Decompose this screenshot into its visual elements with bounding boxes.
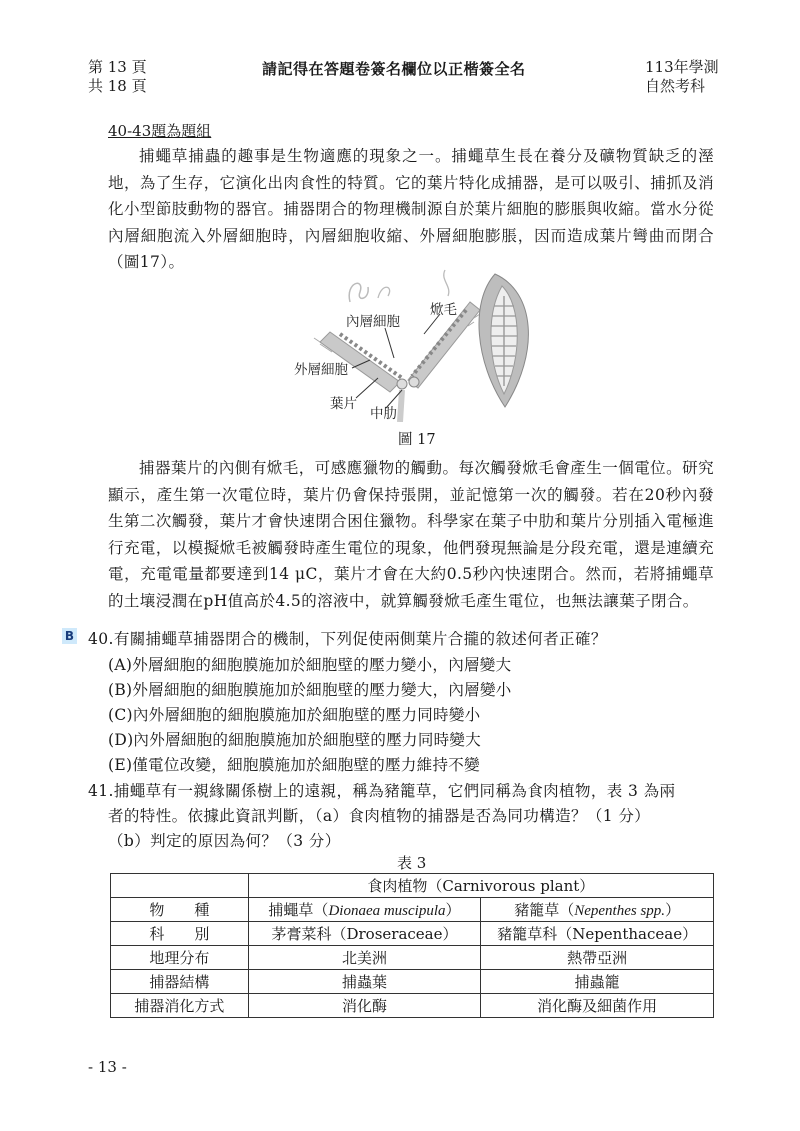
label-outer-cell: 外層細胞: [294, 362, 348, 378]
row-label: 物 種: [111, 898, 249, 922]
question-group-title: 40-43題為題組: [108, 122, 212, 140]
table-caption: 表 3: [397, 854, 427, 872]
cell-text: 豬籠草（: [514, 901, 575, 919]
cell-text: ）: [665, 901, 681, 919]
table-cell: 北美洲: [248, 946, 481, 970]
question-41-line3: （b）判定的原因為何？（3 分）: [108, 832, 341, 850]
cell-flytrap-species: [248, 898, 481, 922]
table-row: [111, 970, 714, 994]
table-corner-cell: [111, 874, 249, 898]
label-inner-cell: 內層細胞: [346, 314, 400, 330]
table-cell: 豬籠草科（Nepenthaceae）: [481, 922, 714, 946]
exam-subject-label: 自然考科: [645, 77, 706, 95]
cell-text: 捕蠅草（: [268, 901, 329, 919]
option-a: (A)外層細胞的細胞膜施加於細胞壁的壓力變小，內層變大: [108, 656, 512, 674]
question-41-line2: 者的特性。依據此資訊判斷，（a）食肉植物的捕器是否為同功構造？（1 分）: [108, 807, 651, 825]
exam-header: [645, 58, 719, 96]
intro-paragraph: 捕蠅草捕蟲的趣事是生物適應的現象之一。捕蠅草生長在養分及礦物質缺乏的溼地，為了生存，它演化出肉食性的特質。它的葉片特化成捕器，是可以吸引、捕抓及消化小型節肢動物的器官。捕器閉合的物理機制源自於葉片細胞的膨脹與收縮。當水分從內層細胞流入外層細胞時，內層細胞收縮、外層細胞膨脹，因而造成葉片彎曲而閉合（圖17）。: [108, 147, 714, 271]
table-cell: 消化酶: [248, 994, 481, 1018]
table-cell: 捕蟲籠: [481, 970, 714, 994]
question-41-line1: 41.捕蠅草有一親緣關係樹上的遠親，稱為豬籠草，它們同稱為食肉植物，表 3 為兩: [88, 782, 676, 800]
option-b: (B)外層細胞的細胞膜施加於細胞壁的壓力變大，內層變小: [108, 681, 512, 699]
total-pages-label: 共 18 頁: [88, 77, 147, 95]
label-leaf-blade: 葉片: [330, 396, 357, 412]
table-cell: 消化酶及細菌作用: [481, 994, 714, 1018]
cell-pitcher-species: [481, 898, 714, 922]
page-of-label: 第 13 頁: [88, 58, 147, 76]
label-trigger-hair: 焮毛: [430, 302, 457, 318]
option-c: (C)內外層細胞的細胞膜施加於細胞壁的壓力同時變小: [108, 706, 481, 724]
table-row: [111, 922, 714, 946]
question-40-stem: 40.有關捕蠅草捕器閉合的機制，下列促使兩側葉片合攏的敘述何者正確？: [88, 630, 607, 648]
table-3: [110, 873, 714, 1018]
table-row: [111, 898, 714, 922]
figure-caption: 圖 17: [398, 432, 436, 448]
species-name-italic: Nepenthes spp.: [574, 903, 666, 919]
table-cell: 熱帶亞洲: [481, 946, 714, 970]
page-number-header: [88, 58, 147, 96]
mechanism-paragraph: 捕器葉片的內側有焮毛，可感應獵物的觸動。每次觸發焮毛會產生一個電位。研究顯示，產生第一次電位時，葉片仍會保持張開，並記憶第一次的觸發。若在20秒內發生第二次觸發，葉片才會快速閉合困住獵物。科學家在葉子中肋和葉片分別插入電極進行充電，以模擬焮毛被觸發時產生電位的現象，他們發現無論是分段充電，還是連續充電，充電電量都要達到14 μC，葉片才會在大約0.5秒內快速閉合。然而，若將捕蠅草的土壤浸潤在pH值高於4.5的溶液中，就算觸發焮毛產生電位，也無法讓葉子閉合。: [108, 459, 714, 610]
row-label: 科 別: [111, 922, 249, 946]
exam-year-label: 113年學測: [645, 58, 719, 76]
table-header-row: [111, 874, 714, 898]
row-label: 捕器結構: [111, 970, 249, 994]
species-name-italic: Dionaea muscipula: [328, 903, 446, 919]
table-row: [111, 994, 714, 1018]
label-midrib: 中肋: [370, 406, 397, 422]
venus-flytrap-illustration: [290, 262, 550, 422]
row-label: 捕器消化方式: [111, 994, 249, 1018]
row-label: 地理分布: [111, 946, 249, 970]
option-e: (E)僅電位改變，細胞膜施加於細胞壁的壓力維持不變: [108, 756, 480, 774]
table-cell: 茅膏菜科（Droseraceae）: [248, 922, 481, 946]
table-cell: 捕蟲葉: [248, 970, 481, 994]
signature-notice: 請記得在答題卷簽名欄位以正楷簽全名: [262, 60, 526, 78]
cell-text: ）: [445, 901, 461, 919]
page-number-footer: - 13 -: [88, 1058, 127, 1076]
table-row: [111, 946, 714, 970]
table-group-header: 食肉植物（Carnivorous plant）: [248, 874, 713, 898]
figure-17: [290, 262, 550, 422]
answer-badge: B: [62, 628, 77, 644]
option-d: (D)內外層細胞的細胞膜施加於細胞壁的壓力同時變大: [108, 731, 482, 749]
